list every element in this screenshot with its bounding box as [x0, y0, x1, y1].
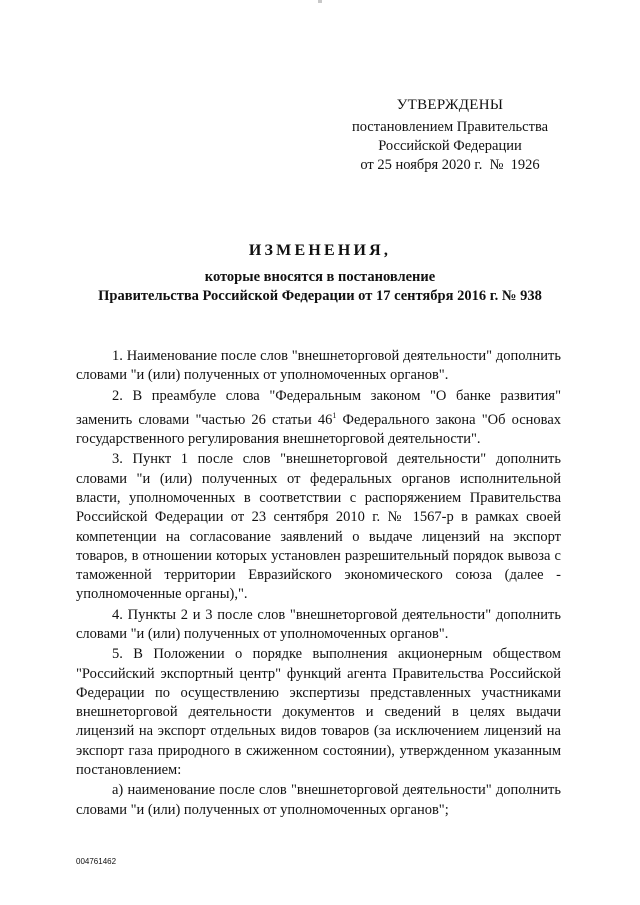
document-code: 004761462 — [76, 857, 117, 866]
approval-date: от 25 ноября 2020 г. № 1926 — [360, 157, 540, 173]
paragraph-5: 5. В Положении о порядке выполнения акционерным обществом "Российский экспортный центр" функций агента Правительства Российской Федерации по осуществлению экспертизы представленных участниками внешнеторговой деятельности документов и сведений в целях выдачи лицензий на экспорт отдельных видов товаров (за исключением лицензий на экспорт газа природного в сжиженном состоянии), утвержденном указанным постановлением: — [76, 646, 561, 779]
document-title: ИЗМЕНЕНИЯ, — [248, 242, 392, 259]
approval-title: УТВЕРЖДЕНЫ — [396, 97, 504, 113]
document-subtitle: которые вносятся в постановление — [204, 269, 436, 285]
paragraph-2-text: 2. В преамбуле слова "Федеральным законом "О банке развития" заменить словами "частью 26 статьи 46 — [76, 387, 561, 428]
paragraph-4: 4. Пункты 2 и 3 после слов "внешнеторговой деятельности" дополнить словами "и (или) полученных от уполномоченных органов". — [76, 606, 561, 642]
paragraph-5a: а) наименование после слов "внешнеторговой деятельности" дополнить словами "и (или) полученных от уполномоченных органов"; — [76, 782, 561, 818]
superscript: 1 — [332, 410, 337, 420]
page-mark — [318, 0, 322, 3]
approval-line: постановлением Правительства — [351, 119, 549, 135]
paragraph-2 — [76, 387, 561, 450]
document-body — [76, 347, 561, 821]
approval-line: Российской Федерации — [378, 138, 522, 154]
approval-stamp — [300, 96, 600, 175]
document-heading — [60, 242, 580, 306]
paragraph-3: 3. Пункт 1 после слов "внешнеторговой деятельности" дополнить словами "и (или) полученных от федеральных органов исполнительной власти, уполномоченных в соответствии с распоряжением Правительства Российской Федерации от 23 сентября 2010 г. № 1567-р в рамках своей компетенции на согласование заявлений о выдаче лицензий на экспорт товаров, в отношении которых установлен разрешительный порядок вывоза с таможенной территории Евразийского экономического союза (далее - уполномоченные органы),". — [76, 451, 561, 603]
paragraph-1: 1. Наименование после слов "внешнеторговой деятельности" дополнить словами "и (или) полученных от уполномоченных органов". — [76, 348, 561, 384]
document-subtitle: Правительства Российской Федерации от 17 сентября 2016 г. № 938 — [98, 288, 542, 304]
paragraph-2-text: Федерального закона "Об основах государственного регулирования внешнеторговой деятельности". — [76, 411, 562, 448]
